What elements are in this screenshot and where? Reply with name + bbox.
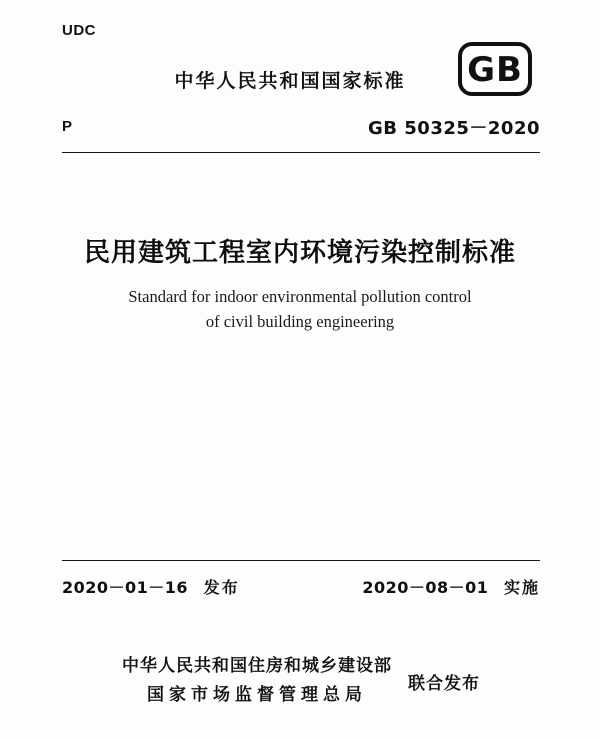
standard-number: GB 50325－2020 bbox=[368, 118, 540, 139]
title-english bbox=[0, 284, 600, 334]
title-chinese: 民用建筑工程室内环境污染控制标准 bbox=[83, 238, 516, 268]
gb-logo-icon bbox=[458, 42, 532, 96]
issue-date-label: 发布 bbox=[203, 578, 240, 597]
effective-date-value: 2020－08－01 bbox=[362, 578, 489, 597]
issue-date bbox=[62, 575, 240, 598]
classification-mark: P bbox=[62, 118, 73, 135]
issue-date-value: 2020－01－16 bbox=[62, 578, 189, 597]
issuer-org-2: 国家市场监督管理总局 bbox=[147, 685, 367, 705]
issuer-names bbox=[122, 652, 392, 710]
date-row bbox=[62, 575, 540, 598]
cover-header bbox=[62, 22, 540, 152]
effective-date bbox=[362, 575, 540, 598]
title-english-line2: of civil building engineering bbox=[205, 312, 395, 331]
divider-bottom bbox=[62, 560, 540, 561]
national-standard-heading: 中华人民共和国国家标准 bbox=[174, 70, 406, 92]
joint-issue-label: 联合发布 bbox=[408, 673, 480, 694]
issuer-block bbox=[62, 652, 540, 710]
divider-top bbox=[62, 152, 540, 153]
issuer-org-1: 中华人民共和国住房和城乡建设部 bbox=[122, 656, 392, 676]
effective-date-label: 实施 bbox=[503, 578, 540, 597]
svg-text:GB: GB bbox=[467, 50, 523, 90]
udc-label: UDC bbox=[62, 22, 96, 39]
title-english-line1: Standard for indoor environmental pollution control bbox=[128, 287, 472, 306]
